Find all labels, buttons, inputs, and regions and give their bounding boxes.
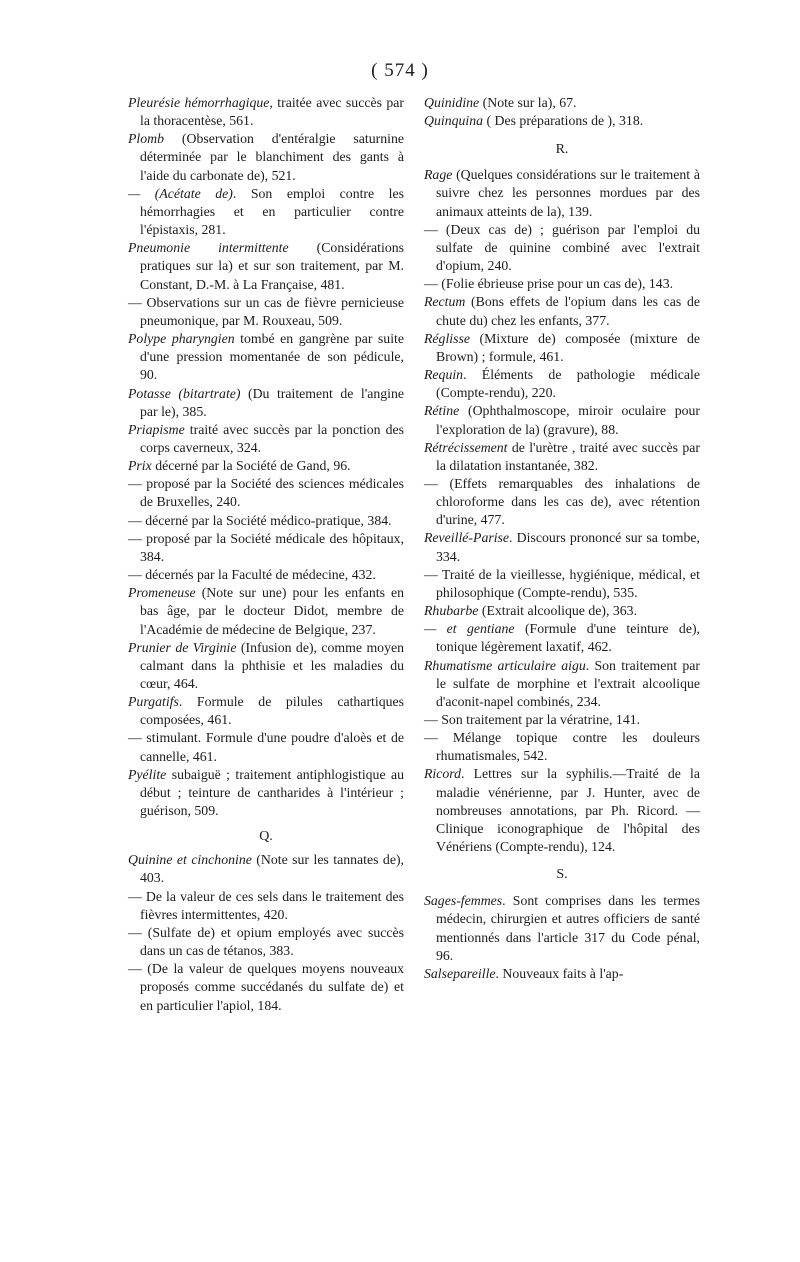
entry-text: — stimulant. Formule d'une poudre d'aloès et de cannelle, 461.: [128, 730, 404, 764]
entry-text: . Lettres sur la syphilis.—Traité de la maladie vénérienne, par J. Hunter, avec de nombreuses annotations, par Ph. Ricord. — Clinique iconographique de l'hôpital des Vénériens (Compte-rendu), 124.: [436, 766, 700, 855]
entry-text: — proposé par la Société médicale des hôpitaux, 384.: [128, 530, 404, 564]
entry-text: (Du traitement de l'angine par le), 385.: [140, 385, 404, 419]
entry-heading: Prunier de Virginie: [128, 639, 237, 655]
entry-text: . Nouveaux faits à l'ap-: [495, 965, 624, 981]
entry-text: — Traité de la vieillesse, hygiénique, médical, et philosophique (Compte-rendu), 535.: [424, 566, 700, 600]
index-entry: [424, 94, 700, 112]
index-entry: [424, 965, 700, 983]
index-entry: [424, 366, 700, 402]
index-entry: [128, 729, 404, 765]
index-entry: [128, 421, 404, 457]
index-entry: [128, 385, 404, 421]
index-entry: [424, 112, 700, 130]
index-entry: [128, 94, 404, 130]
entry-heading: Quinquina: [424, 113, 484, 129]
entry-text: (Quelques considérations sur le traitement à suivre chez les personnes mordues par des animaux atteints de la), 139.: [436, 167, 700, 219]
index-entry: [424, 729, 700, 765]
entry-text: — (Effets remarquables des inhalations de chloroforme dans les cas de), avec rétention d'urine, 477.: [424, 475, 700, 528]
index-entry: [424, 711, 700, 729]
index-entry: [424, 620, 700, 656]
entry-text: . Discours prononcé sur sa tombe, 334.: [436, 530, 700, 564]
entry-heading: Rétrécissement: [424, 439, 508, 455]
entry-heading: Pleurésie hémorrhagique: [128, 95, 270, 110]
page-number: ( 574 ): [371, 60, 429, 81]
entry-text: (Bons effets de l'opium dans les cas de chute du) chez les enfants, 377.: [436, 294, 700, 328]
entry-heading: Réglisse: [424, 330, 470, 346]
index-entry: [424, 439, 700, 475]
index-entry: [128, 924, 404, 960]
entry-heading: — (Acétate de): [128, 185, 233, 201]
entry-text: — De la valeur de ces sels dans le traitement des fièvres intermittentes, 420.: [128, 888, 404, 922]
entry-text: subaiguë ; traitement antiphlogistique au début ; teinture de cantharides à l'intérieur ; guérison, 509.: [140, 766, 404, 819]
entry-text: — (Sulfate de) et opium employés avec succès dans un cas de tétanos, 383.: [128, 924, 404, 959]
index-entry: [424, 221, 700, 275]
entry-heading: Requin: [424, 367, 464, 383]
index-entry: [128, 330, 404, 384]
index-entry: [128, 475, 404, 511]
index-entry: [128, 130, 404, 184]
index-entry: [424, 293, 700, 329]
entry-text: — Observations sur un cas de fièvre pernicieuse pneumonique, par M. Rouxeau, 509.: [128, 294, 404, 328]
index-entry: [128, 239, 404, 293]
index-entry: [128, 851, 404, 887]
index-entry: [424, 475, 700, 529]
index-entry: [424, 602, 700, 620]
entry-text: (Observation d'entéralgie saturnine déterminée par le blanchiment des gants à l'aide du carbonate de), 521.: [140, 131, 404, 183]
entry-text: — décerné par la Société médico-pratique, 384.: [128, 512, 392, 528]
index-entry: [128, 512, 404, 530]
entry-text: (Mixture de) composée (mixture de Brown) ; formule, 461.: [436, 330, 700, 364]
entry-text: — (De la valeur de quelques moyens nouveaux proposés comme succédanés du sulfate de) et en particulier l'apiol, 184.: [128, 961, 404, 1013]
entry-heading: Salsepareille: [424, 965, 496, 981]
section-letter-heading: Q.: [259, 829, 273, 845]
entry-heading: Pneumonie intermittente: [128, 240, 289, 256]
entry-heading: Rage: [424, 167, 453, 183]
index-column-left: [128, 94, 404, 1015]
entry-heading: Polype pharyngien: [128, 331, 235, 347]
entry-text: — Mélange topique contre les douleurs rhumatismales, 542.: [424, 730, 700, 764]
index-entry: [424, 330, 700, 366]
index-entry: [128, 766, 404, 820]
index-entry: [128, 530, 404, 566]
index-entry: [128, 960, 404, 1014]
index-entry: [128, 294, 404, 330]
index-entry: [128, 639, 404, 693]
entry-text: . Formule de pilules cathartiques composées, 461.: [140, 694, 404, 728]
entry-heading: Potasse (bitartrate): [128, 385, 241, 401]
entry-text: , traitée avec succès par la thoracentèse, 561.: [140, 95, 405, 129]
section-letter-heading: R.: [555, 142, 569, 158]
entry-heading: Pyélite: [128, 766, 167, 782]
entry-heading: Rhumatisme articulaire aigu: [424, 657, 586, 673]
entry-heading: Rhubarbe: [424, 603, 479, 619]
index-entry: [424, 529, 700, 565]
entry-heading: — et gentiane: [424, 621, 515, 637]
index-entry: [424, 402, 700, 438]
entry-text: (Formule d'une teinture de), tonique légèrement laxatif, 462.: [436, 621, 701, 655]
entry-text: . Son emploi contre les hémorrhagies et en particulier contre l'épistaxis, 281.: [140, 185, 404, 238]
entry-heading: Priapisme: [128, 421, 185, 437]
entry-heading: Prix: [128, 458, 152, 474]
index-entry: [424, 892, 700, 965]
entry-text: (Note sur les tannates de), 403.: [140, 852, 404, 886]
index-entry: [128, 457, 404, 475]
entry-heading: Quinidine: [424, 95, 480, 110]
entry-text: . Sont comprises dans les termes médecin, chirurgien et autres officiers de santé mentionnés dans l'article 317 du Code pénal, 96.: [436, 893, 700, 963]
entry-heading: Plomb: [128, 131, 165, 147]
index-column-right: [424, 94, 700, 983]
index-entry: [424, 166, 700, 220]
entry-text: de l'urètre , traité avec succès par la dilatation instantanée, 382.: [436, 439, 700, 473]
entry-heading: Ricord: [424, 766, 462, 782]
entry-text: (Ophthalmoscope, miroir oculaire pour l'exploration de la) (gravure), 88.: [436, 403, 700, 437]
entry-text: (Note sur une) pour les enfants en bas âge, par le docteur Didot, membre de l'Académie de médecine de Belgique, 237.: [140, 585, 404, 637]
index-entry: [128, 693, 404, 729]
entry-text: — (Deux cas de) ; guérison par l'emploi du sulfate de quinine combiné avec l'extrait d'opium, 240.: [424, 221, 700, 274]
entry-text: traité avec succès par la ponction des corps caverneux, 324.: [140, 421, 404, 455]
entry-heading: Quinine et cinchonine: [128, 852, 252, 868]
entry-heading: Rectum: [424, 294, 466, 310]
entry-text: — Son traitement par la vératrine, 141.: [424, 712, 641, 727]
index-entry: [424, 275, 700, 293]
index-entry: [128, 185, 404, 239]
section-letter-heading: S.: [556, 867, 568, 883]
index-entry: [424, 765, 700, 856]
entry-heading: Purgatifs: [128, 694, 179, 710]
entry-text: . Son traitement par le sulfate de morphine et l'extrait alcoolique d'aconit-napel combinés, 234.: [436, 657, 701, 709]
entry-text: (Considérations pratiques sur la) et sur son traitement, par M. Constant, D.-M. à La Française, 481.: [140, 240, 404, 292]
entry-text: (Infusion de), comme moyen calmant dans la phthisie et les maladies du cœur, 464.: [140, 639, 404, 691]
entry-text: tombé en gangrène par suite d'une pression momentanée de son pédicule, 90.: [140, 331, 404, 383]
entry-text: — (Folie ébrieuse prise pour un cas de), 143.: [424, 276, 674, 292]
index-entry: [128, 584, 404, 638]
entry-text: (Extrait alcoolique de), 363.: [478, 603, 638, 619]
index-entry: [424, 657, 700, 711]
index-entry: [424, 566, 700, 602]
index-entry: [128, 566, 404, 584]
entry-text: — proposé par la Société des sciences médicales de Bruxelles, 240.: [128, 476, 404, 510]
entry-heading: Reveillé-Parise: [424, 530, 510, 546]
entry-text: — décernés par la Faculté de médecine, 432.: [128, 567, 376, 583]
entry-heading: Promeneuse: [128, 585, 196, 601]
entry-heading: Rétine: [424, 403, 460, 419]
index-entry: [128, 888, 404, 924]
entry-heading: Sages-femmes: [424, 893, 503, 909]
entry-text: ( Des préparations de ), 318.: [483, 113, 644, 129]
entry-text: . Éléments de pathologie médicale (Compte-rendu), 220.: [436, 367, 700, 401]
entry-text: décerné par la Société de Gand, 96.: [151, 458, 351, 474]
entry-text: (Note sur la), 67.: [479, 95, 577, 110]
